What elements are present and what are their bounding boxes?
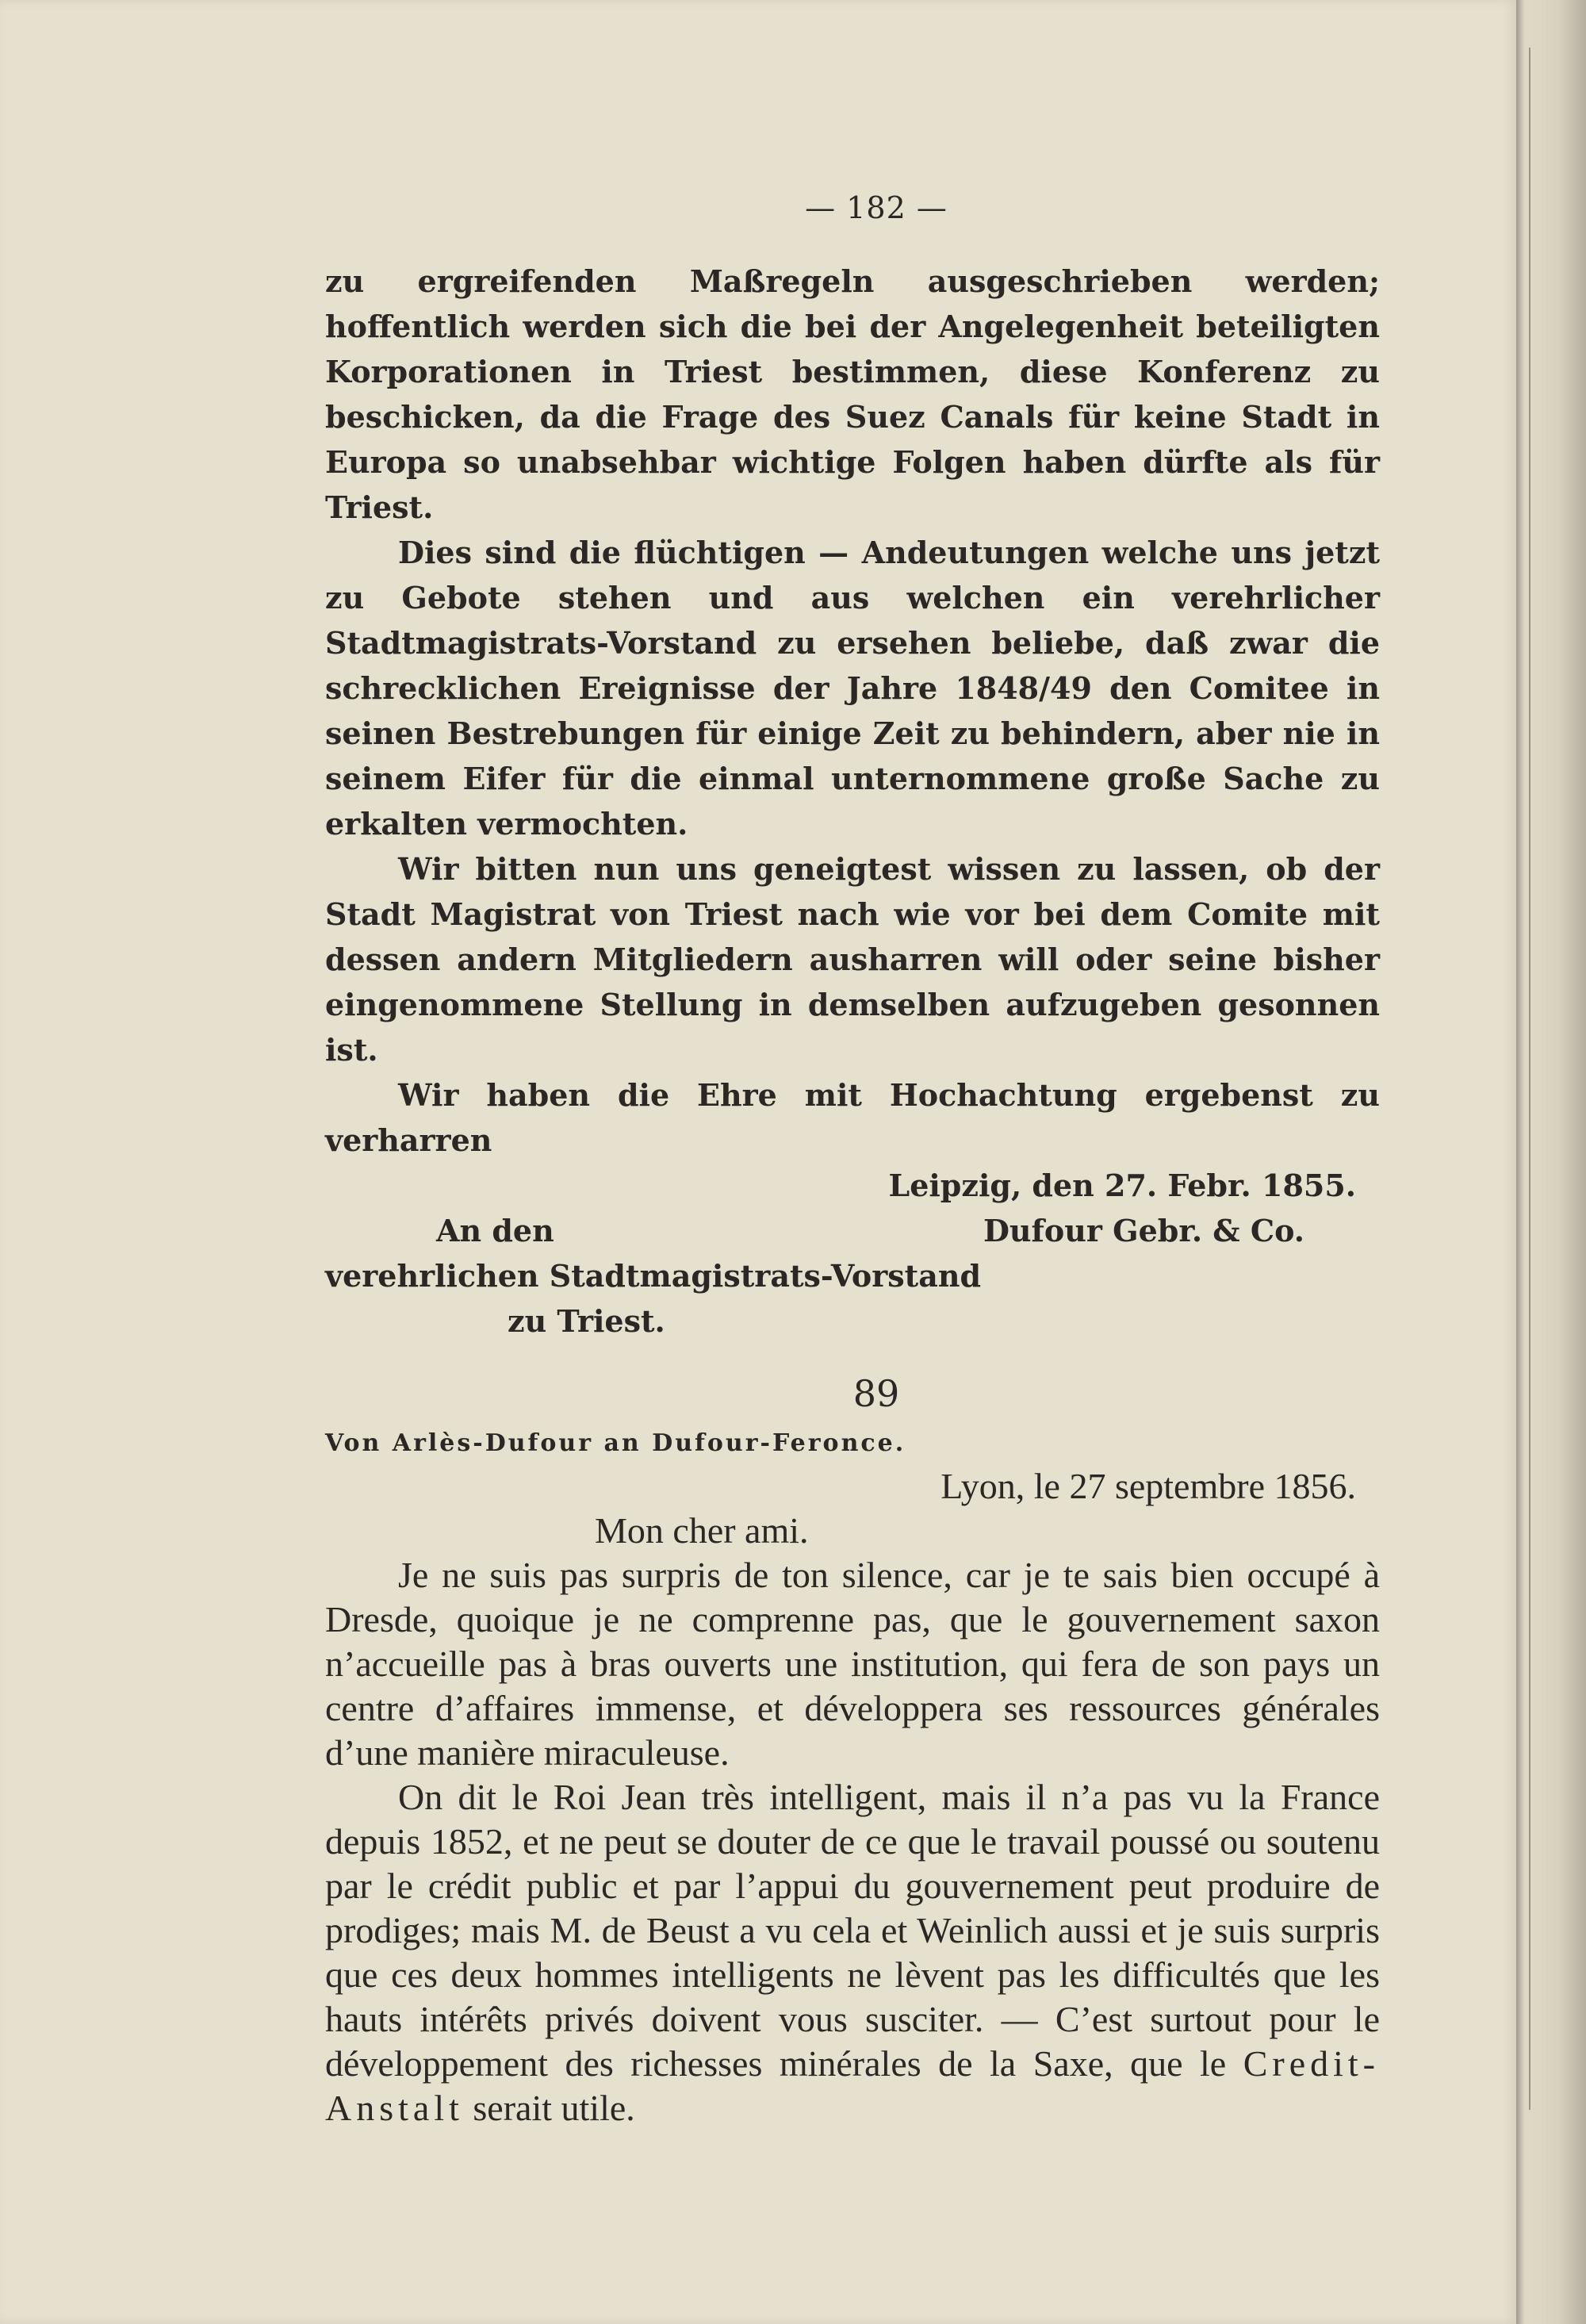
sender: Dufour Gebr. & Co. <box>983 1213 1304 1248</box>
place-date: Leipzig, den 27. Febr. 1855. <box>888 1168 1356 1203</box>
letter-paragraph-2-main: On dit le Roi Jean très intelligent, mais il n’a pas vu la France depuis 1852, et ne peut se douter de ce que le travail poussé ou soutenu par le crédit public et par l’appui du gouvernement peut produire de prodiges; mais M. de Beust a vu cela et Weinlich aussi et je suis surpris que ces deux hommes intelligents ne lèvent pas les difficultés que les hauts intérêts privés doivent vous susciter. — C’est surtout pour le développement des richesses minérales de la Saxe, que le <box>325 1777 1380 2084</box>
address-line-2: verehrlichen Stadtmagistrats-Vorstand <box>325 1258 982 1294</box>
letter-heading: Von Arlès-Dufour an Dufour-Feronce. <box>325 1429 906 1457</box>
address-sender-row <box>325 1208 1380 1253</box>
german-paragraph-2: Dies sind die flüchtigen — Andeutungen welche uns jetzt zu Gebote stehen und aus welchen ein verehrlicher Stadtmagistrats-Vorstand zu ersehen beliebe, daß zwar die schrecklichen Ereignisse der Jahre 1848/49 den Comitee in seinen Bestrebungen für einige Zeit zu behindern, aber nie in seinem Eifer für die einmal unternommene große Sache zu erkalten vermochten. <box>325 535 1380 842</box>
german-paragraph-1: zu ergreifenden Maßregeln ausgeschrieben werden; hoffentlich werden sich die bei der Angelegenheit beteiligten Korporationen in Triest bestimmen, diese Konferenz zu beschicken, da die Frage des Suez Canals für keine Stadt in Europa so unabsehbar wichtige Folgen haben dürfte als für Triest. <box>325 263 1380 525</box>
credit-anstalt: Credit-Anstalt <box>325 2043 1380 2128</box>
letter-number: 89 <box>852 1372 900 1415</box>
german-paragraph-3: Wir bitten nun uns geneigtest wissen zu lassen, ob der Stadt Magistrat von Triest nach wie vor bei dem Comite mit dessen andern Mitgliedern ausharren will oder seine bisher eingenommene Stellung in demselben aufzugeben gesonnen ist. <box>325 851 1380 1068</box>
page-number: — 182 — <box>805 190 948 225</box>
page-edge-line <box>1529 48 1530 2110</box>
letter-date: Lyon, le 27 septembre 1856. <box>940 1466 1356 1506</box>
page-edge <box>1516 0 1586 2324</box>
letter-salutation: Mon cher ami. <box>595 1510 809 1551</box>
german-closing: Wir haben die Ehre mit Hochachtung ergebenst zu verharren <box>325 1077 1380 1158</box>
address-line-3: zu Triest. <box>508 1303 665 1339</box>
letter-paragraph-1: Je ne suis pas surpris de ton silence, car je te sais bien occupé à Dresde, quoique je ne comprenne pas, que le gouvernement saxon n’accueille pas à bras ouverts une institution, qui fera de son pays un centre d’affaires immense, et développera ses ressources générales d’une manière miraculeuse. <box>325 1555 1380 1773</box>
page-content <box>325 190 1380 2130</box>
letter-paragraph-2 <box>325 1775 1380 2130</box>
place-date-row <box>325 1163 1380 1208</box>
letter-paragraph-2-end: serait utile. <box>473 2088 635 2128</box>
address-line-1: An den <box>436 1213 554 1248</box>
